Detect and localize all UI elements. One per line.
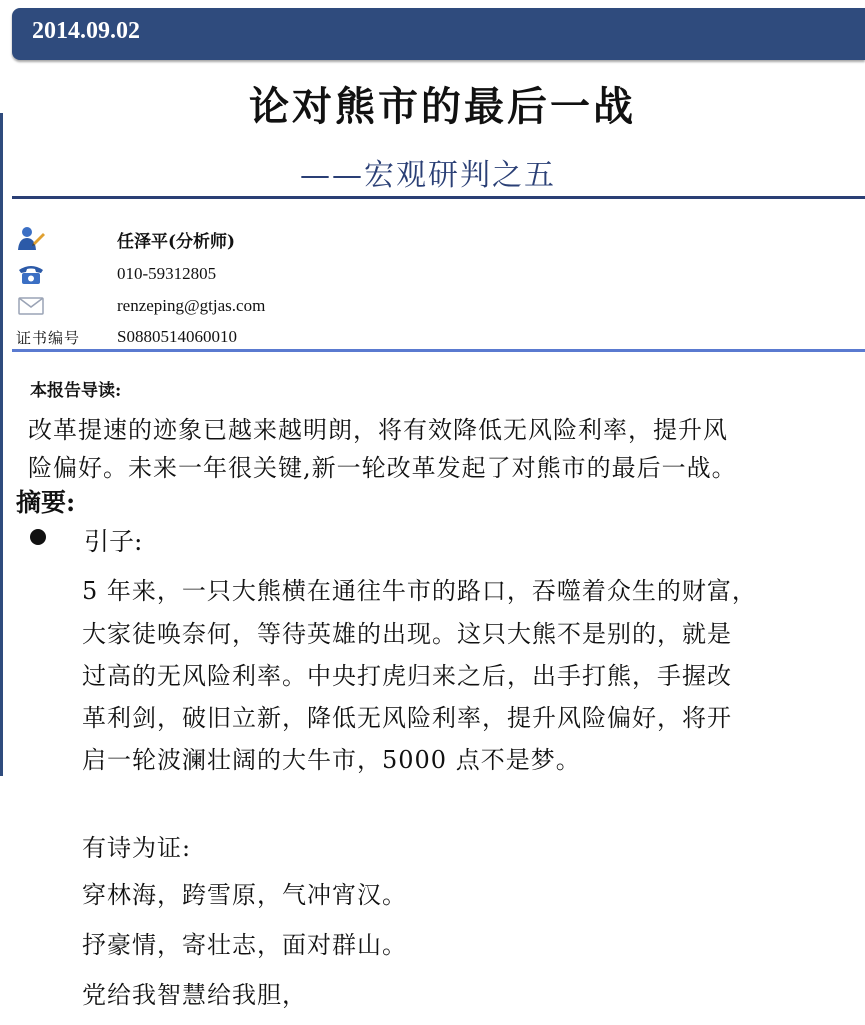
envelope-icon [16, 294, 46, 322]
paragraph-line: 启一轮波澜壮阔的大牛市，5000 点不是梦。 [82, 746, 581, 774]
certificate-number: S0880514060010 [117, 327, 237, 346]
poem-heading: 有诗为证: [82, 834, 192, 862]
analyst-name: 任泽平(分析师) [117, 232, 236, 252]
poem-line: 穿林海，跨雪原，气冲宵汉。 [82, 881, 407, 909]
certificate-label: 证书编号 [16, 329, 81, 347]
analyst-email[interactable]: renzeping@gtjas.com [117, 296, 266, 315]
abstract-heading: 摘要: [16, 488, 76, 517]
bullet-icon [30, 529, 46, 545]
paragraph-line: 过高的无风险利率。中央打虎归来之后，出手打熊，手握改 [82, 662, 732, 690]
date-banner [12, 8, 865, 60]
paragraph-line: 5 年来，一只大熊横在通往牛市的路口，吞噬着众生的财富， [82, 577, 757, 605]
guide-heading: 本报告导读: [30, 381, 122, 401]
title-divider [12, 196, 865, 199]
poem-line: 抒豪情，寄壮志，面对群山。 [82, 931, 407, 959]
analyst-phone: 010-59312805 [117, 264, 217, 283]
left-margin-rule [0, 113, 3, 776]
guide-line: 险偏好。未来一年很关键,新一轮改革发起了对熊市的最后一战。 [28, 454, 737, 482]
paragraph-line: 大家徒唤奈何，等待英雄的出现。这只大熊不是别的，就是 [82, 620, 732, 648]
info-divider [12, 349, 865, 352]
report-title: 论对熊市的最后一战 [249, 83, 636, 130]
guide-line: 改革提速的迹象已越来越明朗，将有效降低无风险利率，提升风 [28, 416, 728, 444]
intro-heading: 引子: [84, 527, 143, 556]
poem-line: 党给我智慧给我胆， [82, 981, 307, 1009]
report-subtitle: ——宏观研判之五 [300, 158, 556, 193]
analyst-person-icon [16, 225, 46, 255]
report-date: 2014.09.02 [32, 18, 140, 44]
paragraph-line: 革利剑，破旧立新，降低无风险利率，提升风险偏好，将开 [82, 704, 732, 732]
telephone-icon [16, 262, 46, 290]
